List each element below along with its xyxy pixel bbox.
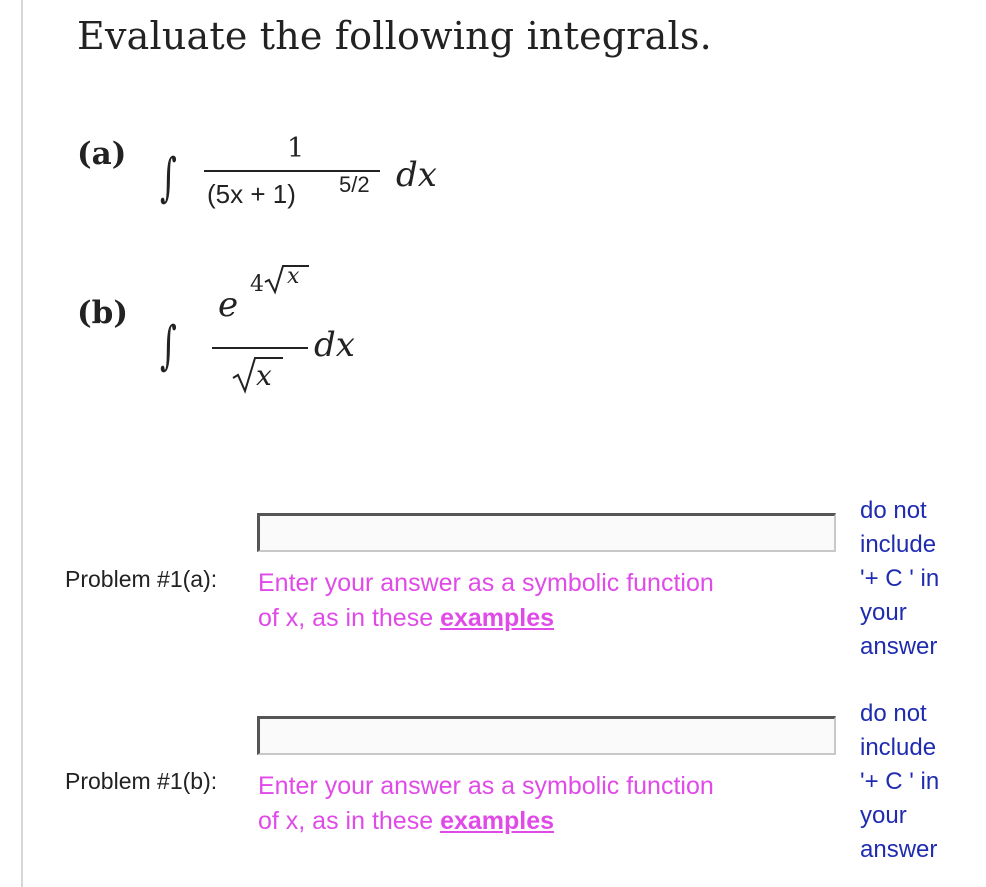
answer-input-1a[interactable] [257,513,836,552]
note-line: answer [860,836,938,863]
part-a-numerator: 1 [287,133,305,164]
part-b-exponent-coef: 4 [250,272,264,297]
note-line: do not [860,497,927,524]
note-line: do not [860,700,927,727]
hint-1b [258,769,728,839]
integral-sign-a: ∫ [160,148,177,208]
left-border [21,0,23,887]
note-line: your [860,802,907,829]
examples-link-1b[interactable]: examples [440,807,555,835]
page-title: Evaluate the following integrals. [77,14,712,58]
hint-text-1a: Enter your answer as a symbolic function of x, as in these [258,569,714,632]
note-line: include [860,734,937,761]
note-line: '+ C ' in [860,768,940,795]
hint-text-1b: Enter your answer as a symbolic function of x, as in these [258,772,714,835]
examples-link-1a[interactable]: examples [440,604,555,632]
note-line: answer [860,633,938,660]
part-a-exponent: 5/2 [339,172,370,197]
part-b-label: (b) [77,295,129,331]
problem-label-1a: Problem #1(a): [65,566,218,592]
part-b-fraction-bar [212,347,308,349]
part-b-exponent-radicand: x [287,264,300,289]
part-b-differential: dx [314,325,355,365]
note-line: '+ C ' in [860,565,940,592]
answer-input-1b[interactable] [257,716,836,755]
note-1a [860,494,939,664]
part-b-denominator-radicand: x [256,359,272,392]
part-a-denominator: (5x + 1) [207,179,296,209]
integral-sign-b: ∫ [160,316,177,376]
part-a-differential: dx [396,155,437,195]
part-b-base: e [218,285,239,325]
part-a-label: (a) [77,136,127,172]
note-line: your [860,599,907,626]
problem-label-1b: Problem #1(b): [65,768,218,794]
hint-1a [258,566,728,636]
note-1b [860,697,939,867]
note-line: include [860,531,937,558]
